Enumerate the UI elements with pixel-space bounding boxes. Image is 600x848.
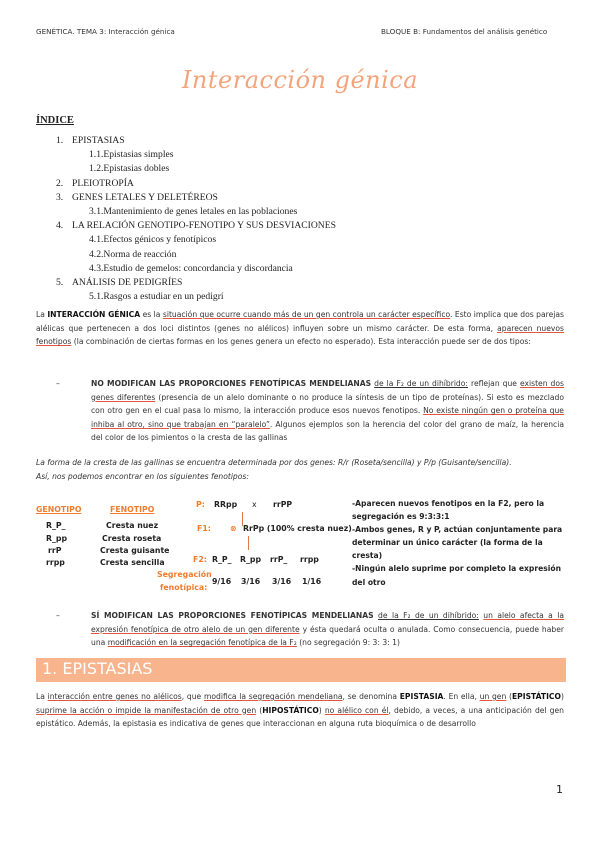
f1-result: RrPp (100% cresta nuez) [243, 524, 352, 533]
underlined-text: de la F₂ de un dihíbrido: [378, 611, 479, 620]
toc-subitem[interactable] [0, 262, 600, 276]
highlighted-text: modificación en la segregación fenotípica de la F₂ [107, 638, 297, 648]
genotype-cell: R_P_ [46, 521, 66, 530]
running-header-left: GENÉTICA. TEMA 3: Interacción génica [36, 27, 175, 36]
text: . En ella, [443, 692, 480, 701]
genotype-cell: R_pp [46, 534, 68, 543]
text: y ésta quedará oculta o anulada. Como consecuencia, puede haber una [91, 624, 564, 648]
running-header-right: BLOQUE B: Fundamentos del análisis genético [381, 27, 548, 36]
toc-item[interactable] [0, 219, 600, 233]
toc-label: 1.1.Epistasias simples [89, 149, 174, 161]
toc-number: 2. [56, 177, 64, 189]
toc-number: 4. [56, 220, 64, 232]
highlighted-text: un gen [479, 692, 507, 701]
example-caption [36, 456, 564, 483]
phenotype-cell: Cresta sencilla [100, 558, 165, 567]
segregation-value: 1/16 [302, 577, 322, 586]
highlighted-text: modifica la segregación mendeliana [203, 692, 343, 701]
bullet-si-modifican [36, 609, 564, 650]
selfing-symbol: ⊗ [230, 524, 237, 533]
toc-item[interactable] [0, 191, 600, 205]
toc-subitem[interactable] [0, 205, 600, 219]
arrow-f1-to-f2 [248, 536, 249, 550]
intro-paragraph [36, 308, 564, 349]
f2-genotype: rrpp [300, 555, 319, 564]
genotype-cell: rrpp [46, 558, 65, 567]
bullet-no-modifican [36, 377, 564, 445]
text: ( [256, 705, 263, 715]
p-label: P: [196, 500, 205, 509]
bullet-dash: – [56, 379, 60, 388]
toc-label: 3.1.Mantenimiento de genes letales en las poblaciones [89, 206, 298, 218]
text: , que [181, 692, 204, 701]
f2-genotype: R_pp [240, 555, 262, 564]
text: (presencia de un alelo dominante o no produce la síntesis de un tipo de proteínas). Si esto es mezclado con otro gen en el cual pasa lo mismo, la interacción produce esos nuevos fenotipos. [91, 392, 564, 416]
fenotipo-header: FENOTIPO [110, 505, 155, 514]
toc-label: PLEIOTROPÍA [72, 177, 134, 189]
phenotype-cell: Cresta roseta [102, 534, 162, 543]
toc-number: 5. [56, 277, 64, 289]
text: ) [318, 705, 325, 715]
f2-label: F2: [193, 555, 207, 564]
toc-subitem[interactable] [0, 162, 600, 176]
toc-label: 4.1.Efectos génicos y fenotípicos [89, 234, 217, 246]
text: . Algunos ejemplos son la herencia del color del grano de maíz, la herencia del color de los pimientos o la cresta de las gallinas [91, 419, 564, 443]
text: . Esto implica que dos parejas alélicas que pertenecen a dos loci distintos (genes no alélicos) influyen sobre un mismo carácter. De esta forma, [36, 310, 564, 333]
toc-item[interactable] [0, 177, 600, 191]
toc-number: 1. [56, 135, 64, 146]
text: La [36, 692, 48, 701]
phenotype-cell: Cresta guisante [100, 546, 170, 555]
segregation-value: 9/16 [212, 577, 232, 586]
f2-genotype: rrP_ [270, 555, 288, 564]
highlighted-text: existen dos genes diferentes [91, 379, 564, 402]
table-of-contents [0, 134, 600, 304]
toc-label: 5.1.Rasgos a estudiar en un pedigrí [89, 291, 224, 303]
toc-label: 4.2.Norma de reacción [89, 248, 177, 260]
term-hipostatico: HIPOSTÁTICO [262, 705, 319, 715]
toc-label: ANÁLISIS DE PEDIGRÍES [72, 277, 183, 289]
bullet-dash: – [56, 611, 60, 620]
text: es la [140, 310, 163, 319]
text: (la combinación de ciertas formas en los genes genera un efecto no esperado). Esta interacción puede ser de dos tipos: [71, 337, 531, 347]
note-line: -Ambos genes, R y P, actúan conjuntamente para determinar un único carácter (la forma de la cresta) [352, 525, 563, 561]
toc-subitem[interactable] [0, 148, 600, 162]
text: reflejan que [467, 379, 520, 388]
toc-item[interactable] [0, 134, 600, 148]
toc-label: 1.2.Epistasias dobles [89, 163, 170, 175]
term-interaccion-genica: INTERACCIÓN GÉNICA [47, 310, 141, 319]
text: ( [506, 692, 512, 701]
toc-label: GENES LETALES Y DELETÉREOS [72, 191, 218, 203]
toc-number: 3. [56, 191, 64, 203]
toc-label: LA RELACIÓN GENOTIPO-FENOTIPO Y SUS DESVIACIONES [72, 220, 336, 232]
cross-symbol: x [252, 500, 257, 509]
toc-subitem[interactable] [0, 233, 600, 247]
segregation-value: 3/16 [241, 577, 261, 586]
highlighted-text: situación que ocurre cuando más de un gen controla un carácter específico [162, 310, 451, 319]
genotipo-header: GENOTIPO [36, 505, 82, 514]
f2-genotype: R_P_ [212, 555, 232, 564]
highlighted-text: aparecen nuevos fenotipos [36, 323, 564, 347]
page-number: 1 [556, 783, 563, 796]
toc-label: 4.3.Estudio de gemelos: concordancia y discordancia [89, 262, 293, 274]
text: , se denomina [342, 692, 400, 701]
segregation-label: fenotípica: [160, 583, 208, 592]
term-epistatico: EPISTÁTICO [512, 692, 561, 701]
toc-item[interactable] [0, 276, 600, 290]
segregation-label: Segregación [157, 570, 212, 579]
bullet-heading: SÍ MODIFICAN LAS PROPORCIONES FENOTÍPICAS MENDELIANAS [91, 611, 374, 620]
page-title: Interacción génica [181, 66, 419, 94]
text: ) [560, 692, 564, 701]
p-parent-2: rrPP [273, 500, 293, 509]
toc-subitem[interactable] [0, 248, 600, 262]
caption-line: La forma de la cresta de las gallinas se encuentra determinada por dos genes: R/r (Roseta/sencilla) y P/p (Guisante/sencilla). [36, 458, 512, 467]
highlighted-text: interacción entre genes no alélicos [47, 692, 182, 701]
highlighted-text: un alelo afecta a la expresión fenotípica de otro alelo de un gen diferente [91, 611, 564, 634]
text: , debido, a veces, a una anticipación del gen epistático. Además, la epistasia es indicativa de genes que interaccionan en alguna ruta bioquímica o de desarrollo [36, 705, 564, 729]
text: La [36, 310, 48, 319]
index-heading: ÍNDICE [36, 115, 74, 126]
highlighted-text: suprime la acción o impide la manifestación de otro gen [36, 705, 257, 715]
genotype-cell: rrP [48, 546, 62, 555]
phenotype-cell: Cresta nuez [106, 521, 159, 530]
note-line: -Ningún alelo suprime por completo la expresión del otro [352, 564, 562, 587]
highlighted-text: no alélico con él [324, 705, 389, 715]
underlined-text: de la F₂ de un dihíbrido: [374, 379, 468, 388]
note-line: -Aparecen nuevos fenotipos en la F2, pero la segregación es 9:3:3:1 [352, 499, 545, 522]
section-title: 1. EPISTASIAS [42, 659, 153, 678]
highlighted-text: No existe ningún gen o proteína que inhiba al otro, sino que trabajan en “paralelo” [91, 406, 564, 429]
p-parent-1: RRpp [214, 500, 238, 509]
toc-label: EPISTASIAS [72, 135, 125, 146]
bullet-heading: NO MODIFICAN LAS PROPORCIONES FENOTÍPICAS MENDELIANAS [91, 379, 372, 388]
observations-notes [352, 497, 572, 589]
caption-line: Así, nos podemos encontrar en los siguientes fenotipos: [36, 471, 249, 481]
term-epistasia: EPISTASIA [399, 692, 444, 701]
toc-subitem[interactable] [0, 290, 600, 304]
epistasis-paragraph [36, 690, 564, 731]
segregation-value: 3/16 [272, 577, 292, 586]
f1-label: F1: [197, 524, 211, 533]
text: (no segregación 9: 3: 3: 1) [296, 638, 400, 648]
